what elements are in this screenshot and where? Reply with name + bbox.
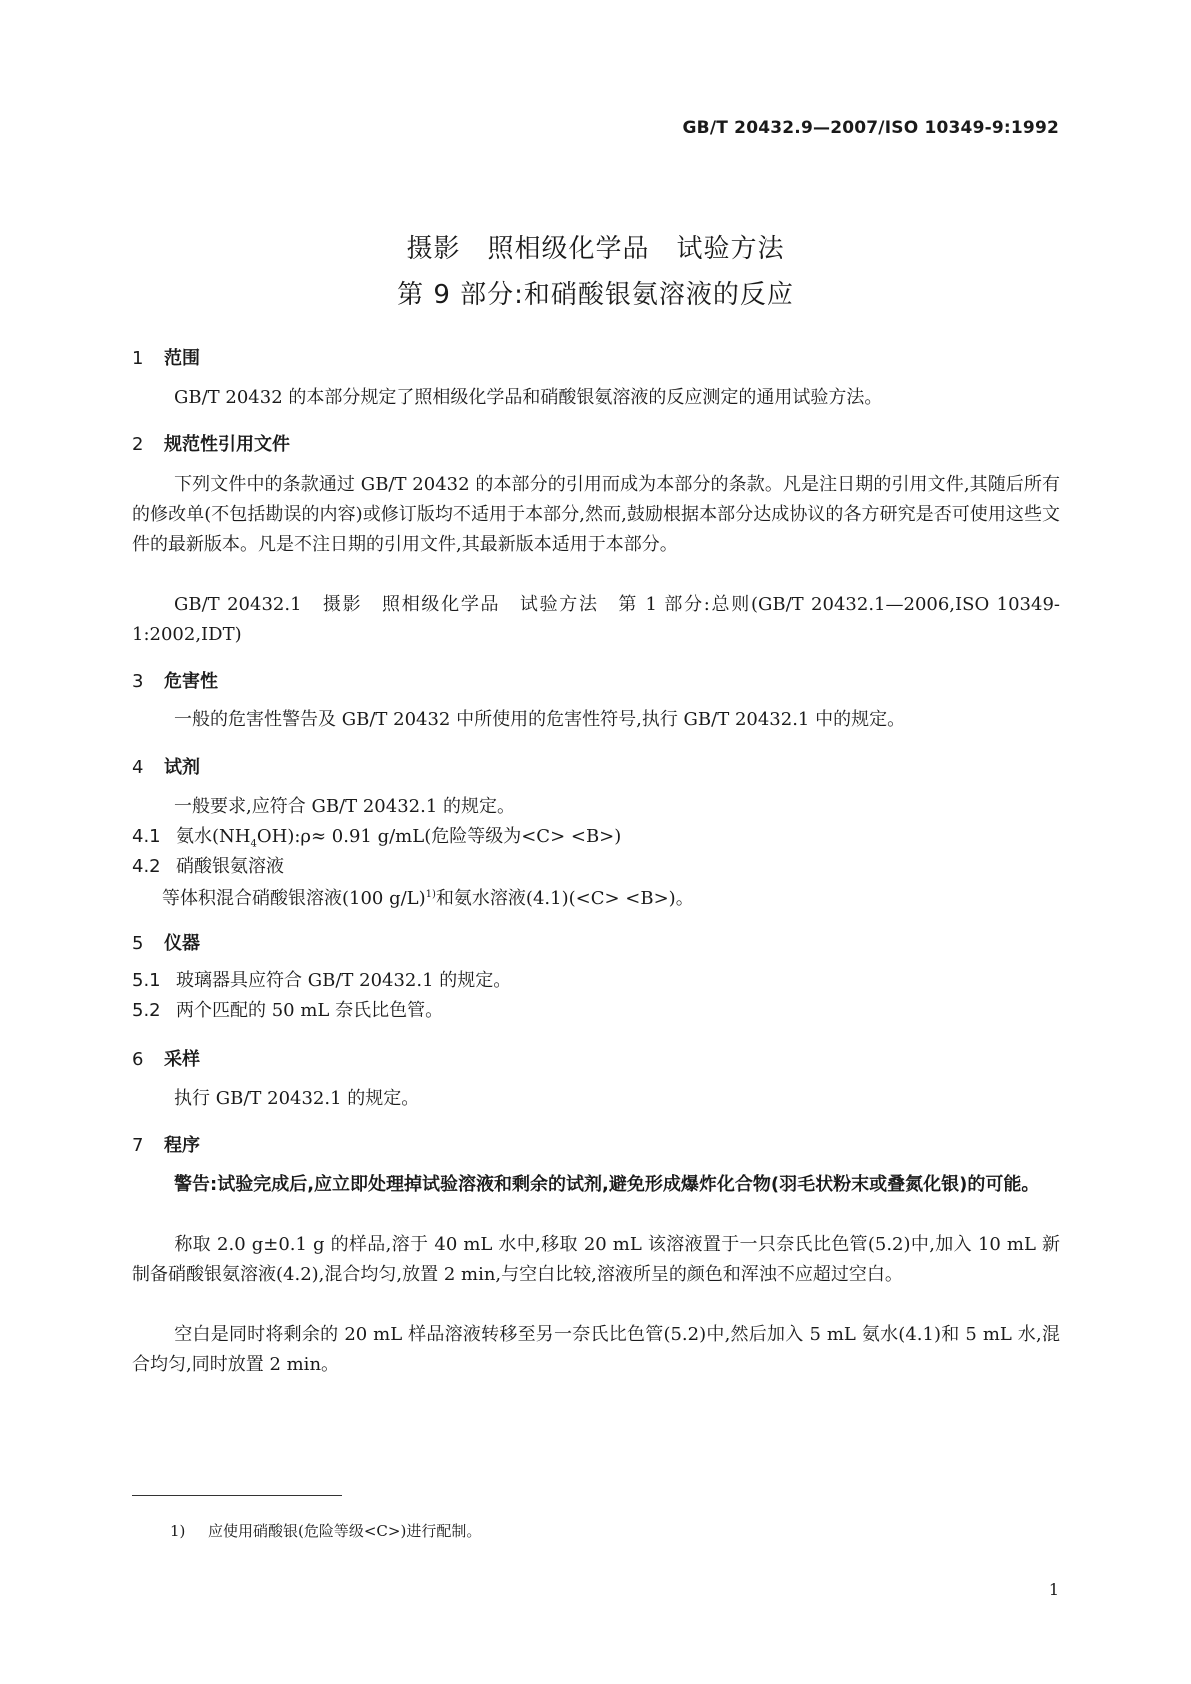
document-title-line2: 第 9 部分:和硝酸银氨溶液的反应 [397, 280, 794, 310]
item-4-1: 4.1 氨水$(NH_4OH):\rho\approx 0.91$ g/mL(危险等级为<C> <B>) [132, 826, 622, 850]
section-title: 规范性引用文件 [164, 434, 290, 455]
section-number: 6 [132, 1049, 144, 1070]
section-number: 3 [132, 671, 144, 692]
section-5-heading [132, 929, 200, 955]
section-6-heading [132, 1045, 200, 1071]
section-4-heading [132, 753, 200, 779]
footnote-number: 1) [170, 1522, 186, 1540]
section-1-heading [132, 344, 200, 370]
page-number: 1 [1048, 1580, 1059, 1599]
section-title: 采样 [164, 1049, 200, 1070]
section-3-heading [132, 667, 218, 693]
section-7-heading [132, 1131, 200, 1157]
item-5-1: 5.1 玻璃器具应符合 GB/T 20432.1 的规定。 [132, 970, 512, 991]
section-title: 程序 [164, 1135, 200, 1156]
section-number: 2 [132, 434, 144, 455]
item-4-2: 4.2 硝酸银氨溶液 [132, 856, 284, 877]
document-title-line1: 摄影 照相级化学品 试验方法 [406, 234, 785, 264]
section-title: 危害性 [164, 671, 218, 692]
section-number: 1 [132, 348, 144, 369]
section-6-paragraph: 执行 GB/T 20432.1 的规定。 [174, 1088, 420, 1109]
section-title: 仪器 [164, 933, 200, 954]
section-number: 7 [132, 1135, 144, 1156]
item-4-2-description: 等体积混合硝酸银溶液(100 g/L)$^{1)}$和氨水溶液(4.1)(<C> <B>)。 [162, 888, 694, 909]
section-7-paragraph-2: 空白是同时将剩余的 20 mL 样品溶液转移至另一奈氏比色管(5.2)中,然后加入 5 mL 氨水(4.1)和 5 mL 水,混合均匀,同时放置 2 min。 [132, 1324, 1060, 1375]
section-2-reference: GB/T 20432.1 摄影 照相级化学品 试验方法 第 1 部分:总则(GB/T 20432.1—2006,ISO 10349-1:2002,IDT) [132, 594, 1060, 645]
footnote [170, 1520, 481, 1541]
section-2-paragraph-1: 下列文件中的条款通过 GB/T 20432 的本部分的引用而成为本部分的条款。凡是注日期的引用文件,其随后所有的修改单(不包括勘误的内容)或修订版均不适用于本部分,然而,鼓励根据本部分达成协议的各方研究是否可使用这些文件的最新版本。凡是不注日期的引用文件,其最新版本适用于本部分。 [132, 474, 1060, 555]
standard-id-header: GB/T 20432.9—2007/ISO 10349-9:1992 [682, 118, 1059, 138]
section-number: 4 [132, 757, 144, 778]
section-number: 5 [132, 933, 144, 954]
section-7-warning: 警告:试验完成后,应立即处理掉试验溶液和剩余的试剂,避免形成爆炸化合物(羽毛状粉末或叠氮化银)的可能。 [174, 1174, 1040, 1195]
section-1-paragraph: GB/T 20432 的本部分规定了照相级化学品和硝酸银氨溶液的反应测定的通用试验方法。 [174, 387, 883, 408]
section-3-paragraph: 一般的危害性警告及 GB/T 20432 中所使用的危害性符号,执行 GB/T 20432.1 中的规定。 [174, 709, 906, 730]
footnote-divider [132, 1495, 342, 1496]
section-title: 范围 [164, 348, 200, 369]
section-2-heading [132, 430, 290, 456]
footnote-text: 应使用硝酸银(危险等级<C>)进行配制。 [208, 1522, 482, 1540]
section-7-paragraph-1: 称取 2.0 g±0.1 g 的样品,溶于 40 mL 水中,移取 20 mL 该溶液置于一只奈氏比色管(5.2)中,加入 10 mL 新制备硝酸银氨溶液(4.2),混合均匀,放置 2 min,与空白比较,溶液所呈的颜色和浑浊不应超过空白。 [132, 1234, 1060, 1285]
item-5-2: 5.2 两个匹配的 50 mL 奈氏比色管。 [132, 1000, 444, 1021]
section-title: 试剂 [164, 757, 200, 778]
footnote-reference[interactable]: 1) [425, 889, 436, 900]
section-4-paragraph: 一般要求,应符合 GB/T 20432.1 的规定。 [174, 796, 515, 817]
